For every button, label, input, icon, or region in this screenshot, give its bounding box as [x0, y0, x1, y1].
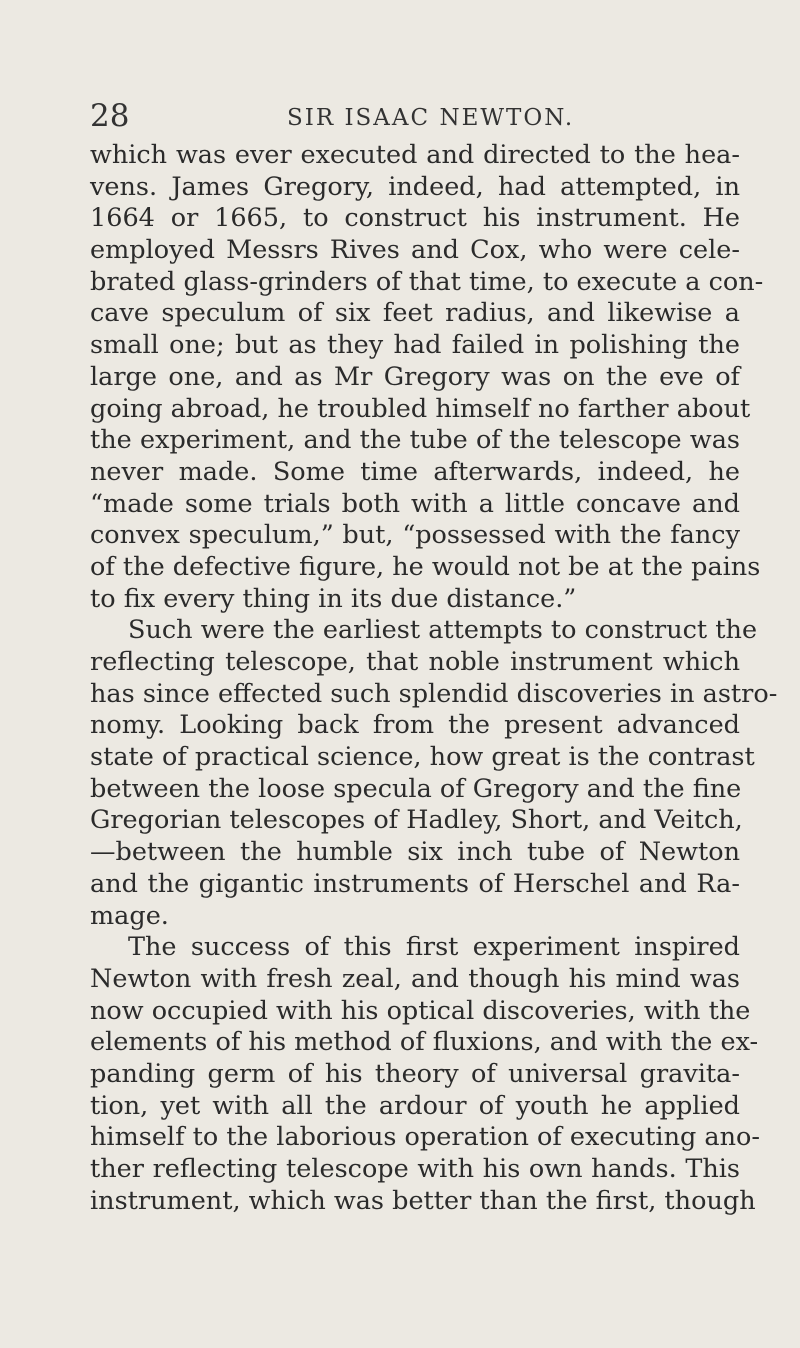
text-line: going abroad, he troubled himself no farther about — [90, 393, 751, 424]
text-line: “made some trials both with a little concave and — [90, 488, 740, 519]
text-line: the experiment, and the tube of the telescope was — [90, 425, 740, 456]
text-line: —between the humble six inch tube of Newton — [90, 837, 740, 868]
text-line: between the loose specula of Gregory and the fine — [90, 773, 742, 804]
text-line: nomy. Looking back from the present advanced — [90, 710, 740, 741]
text-line: mage. — [90, 900, 169, 931]
text-line: state of practical science, how great is the contrast — [90, 742, 755, 773]
paragraph-start-line: The success of this first experiment inspired — [128, 932, 740, 963]
text-line: large one, and as Mr Gregory was on the eve of — [90, 361, 740, 392]
text-line: never made. Some time afterwards, indeed, he — [90, 456, 740, 487]
text-line: reflecting telescope, that noble instrument which — [90, 647, 740, 677]
page-header — [90, 96, 740, 136]
text-line: and the gigantic instruments of Herschel and Ra- — [90, 868, 740, 899]
text-line: of the defective figure, he would not be at the pains — [90, 551, 761, 582]
text-line: himself to the laborious operation of executing ano- — [90, 1122, 761, 1153]
text-line: 1664 or 1665, to construct his instrument. He — [90, 203, 740, 234]
paragraph-start-line: Such were the earliest attempts to construct the — [128, 615, 758, 646]
text-line: cave speculum of six feet radius, and likewise a — [90, 298, 740, 329]
text-line: employed Messrs Rives and Cox, who were cele- — [90, 235, 740, 266]
text-line: has since effected such splendid discoveries in astro- — [90, 678, 778, 709]
running-head: SIR ISAAC NEWTON. — [287, 105, 575, 131]
text-line: convex speculum,” but, “possessed with the fancy — [90, 520, 740, 551]
text-line: Newton with fresh zeal, and though his mind was — [90, 963, 740, 994]
text-line: vens. James Gregory, indeed, had attempted, in — [90, 171, 740, 202]
page-number: 28 — [90, 98, 130, 134]
text-line: Gregorian telescopes of Hadley, Short, and Veitch, — [90, 805, 743, 836]
text-line: ther reflecting telescope with his own hands. This — [90, 1154, 740, 1184]
text-line: panding germ of his theory of universal gravita- — [90, 1058, 740, 1089]
text-line: brated glass-grinders of that time, to execute a con- — [90, 266, 764, 297]
text-line: elements of his method of fluxions, and with the ex- — [90, 1027, 759, 1058]
text-line: tion, yet with all the ardour of youth he applied — [90, 1090, 740, 1121]
text-line: which was ever executed and directed to the hea- — [90, 140, 740, 170]
text-line: now occupied with his optical discoveries, with the — [90, 995, 751, 1026]
text-line: instrument, which was better than the first, though — [90, 1185, 756, 1216]
text-line: to fix every thing in its due distance.” — [90, 583, 577, 614]
text-line: small one; but as they had failed in polishing the — [90, 330, 740, 361]
body-text — [90, 140, 778, 1217]
